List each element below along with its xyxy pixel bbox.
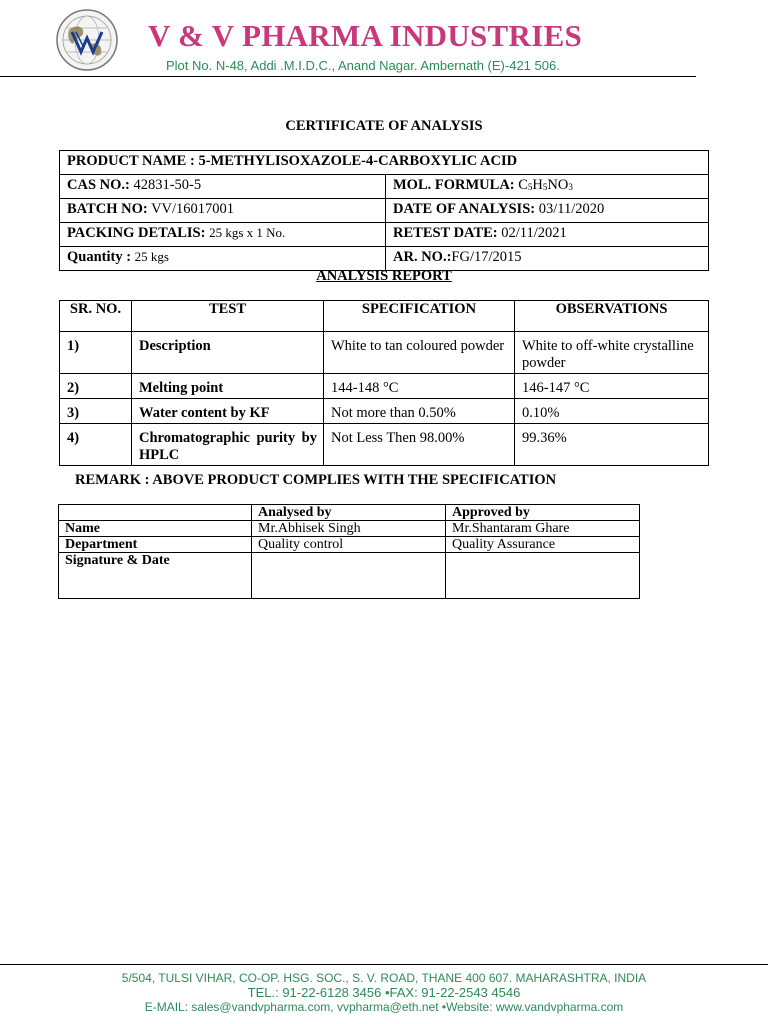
product-name-row	[60, 151, 709, 175]
product-info-table	[59, 150, 709, 271]
approver-signature-box	[446, 553, 640, 599]
analyst-department: Quality control	[252, 537, 446, 553]
retest-value: 02/11/2021	[501, 225, 567, 241]
formula-label: MOL. FORMULA:	[393, 177, 515, 193]
row-test: Water content by KF	[132, 399, 324, 424]
row-sr: 3)	[60, 399, 132, 424]
row-obs: White to off-white crystalline powder	[515, 332, 709, 374]
row-obs: 0.10%	[515, 399, 709, 424]
col-header-sr: SR. NO.	[60, 301, 132, 332]
analysis-date-label: DATE OF ANALYSIS:	[393, 201, 536, 217]
row-spec: Not more than 0.50%	[324, 399, 515, 424]
analysis-report-title: ANALYSIS REPORT	[316, 268, 452, 284]
footer-address: 5/504, TULSI VIHAR, CO-OP. HSG. SOC., S. V. ROAD, THANE 400 607. MAHARASHTRA, INDIA	[121, 971, 647, 985]
remark: REMARK : ABOVE PRODUCT COMPLIES WITH THE SPECIFICATION	[75, 472, 557, 488]
row-spec: Not Less Then 98.00%	[324, 424, 515, 466]
analysis-table	[59, 300, 709, 466]
formula-value: $C_5H_5NO_3$	[518, 177, 573, 193]
formula-cell	[386, 175, 709, 199]
footer-divider	[0, 964, 768, 965]
footer-phone-fax: TEL.: 91-22-6128 3456 •FAX: 91-22-2543 4546	[247, 985, 521, 1000]
analysis-date-cell	[386, 199, 709, 223]
row-test: Chromatographic purity by HPLC	[132, 424, 324, 466]
product-name-label: PRODUCT NAME :	[67, 153, 195, 169]
quantity-cell	[60, 247, 386, 271]
ar-no-value: FG/17/2015	[451, 249, 522, 265]
approver-name: Mr.Shantaram Ghare	[446, 521, 640, 537]
table-row	[60, 374, 709, 399]
batch-value: VV/16017001	[151, 201, 235, 217]
name-label: Name	[59, 521, 252, 537]
row-sr: 4)	[60, 424, 132, 466]
row-sr: 1)	[60, 332, 132, 374]
product-name-value: 5-METHYLISOXAZOLE-4-CARBOXYLIC ACID	[198, 153, 518, 169]
header-divider	[0, 76, 696, 77]
approved-by-header: Approved by	[446, 505, 640, 521]
table-row	[60, 332, 709, 374]
footer-contact: E-MAIL: sales@vandvpharma.com, vvpharma@eth.net •Website: www.vandvpharma.com	[144, 1000, 624, 1014]
analysis-date-value: 03/11/2020	[538, 201, 605, 217]
globe-vv-logo-icon	[55, 8, 119, 72]
signoff-corner	[59, 505, 252, 521]
row-test: Melting point	[132, 374, 324, 399]
analysis-header-row	[60, 301, 709, 332]
analyst-name: Mr.Abhisek Singh	[252, 521, 446, 537]
certificate-title: CERTIFICATE OF ANALYSIS	[285, 118, 483, 134]
row-spec: White to tan coloured powder	[324, 332, 515, 374]
company-address: Plot No. N-48, Addi .M.I.D.C., Anand Nagar. Ambernath (E)-421 506.	[166, 58, 560, 73]
quantity-label: Quantity :	[67, 249, 132, 265]
packing-label: PACKING DETALIS:	[67, 225, 206, 241]
approver-department: Quality Assurance	[446, 537, 640, 553]
retest-cell	[386, 223, 709, 247]
company-name: V & V PHARMA INDUSTRIES	[148, 18, 583, 53]
col-header-obs: OBSERVATIONS	[515, 301, 709, 332]
retest-label: RETEST DATE:	[393, 225, 498, 241]
table-row	[60, 399, 709, 424]
col-header-spec: SPECIFICATION	[324, 301, 515, 332]
row-obs: 146-147 °C	[515, 374, 709, 399]
signature-date-label: Signature & Date	[59, 553, 252, 599]
cas-value: 42831-50-5	[133, 177, 202, 193]
ar-no-label: AR. NO.:	[393, 249, 452, 265]
row-obs: 99.36%	[515, 424, 709, 466]
cas-label: CAS NO.:	[67, 177, 130, 193]
col-header-test: TEST	[132, 301, 324, 332]
analyst-signature-box	[252, 553, 446, 599]
packing-value: 25 kgs x 1 No.	[209, 225, 286, 240]
analysed-by-header: Analysed by	[252, 505, 446, 521]
batch-cell	[60, 199, 386, 223]
packing-cell	[60, 223, 386, 247]
product-name-cell	[60, 151, 709, 175]
department-label: Department	[59, 537, 252, 553]
cas-cell	[60, 175, 386, 199]
quantity-value: 25 kgs	[134, 249, 169, 264]
signoff-table	[58, 504, 640, 599]
row-test: Description	[132, 332, 324, 374]
row-spec: 144-148 °C	[324, 374, 515, 399]
table-row	[60, 424, 709, 466]
batch-label: BATCH NO:	[67, 201, 148, 217]
ar-no-cell	[386, 247, 709, 271]
row-sr: 2)	[60, 374, 132, 399]
